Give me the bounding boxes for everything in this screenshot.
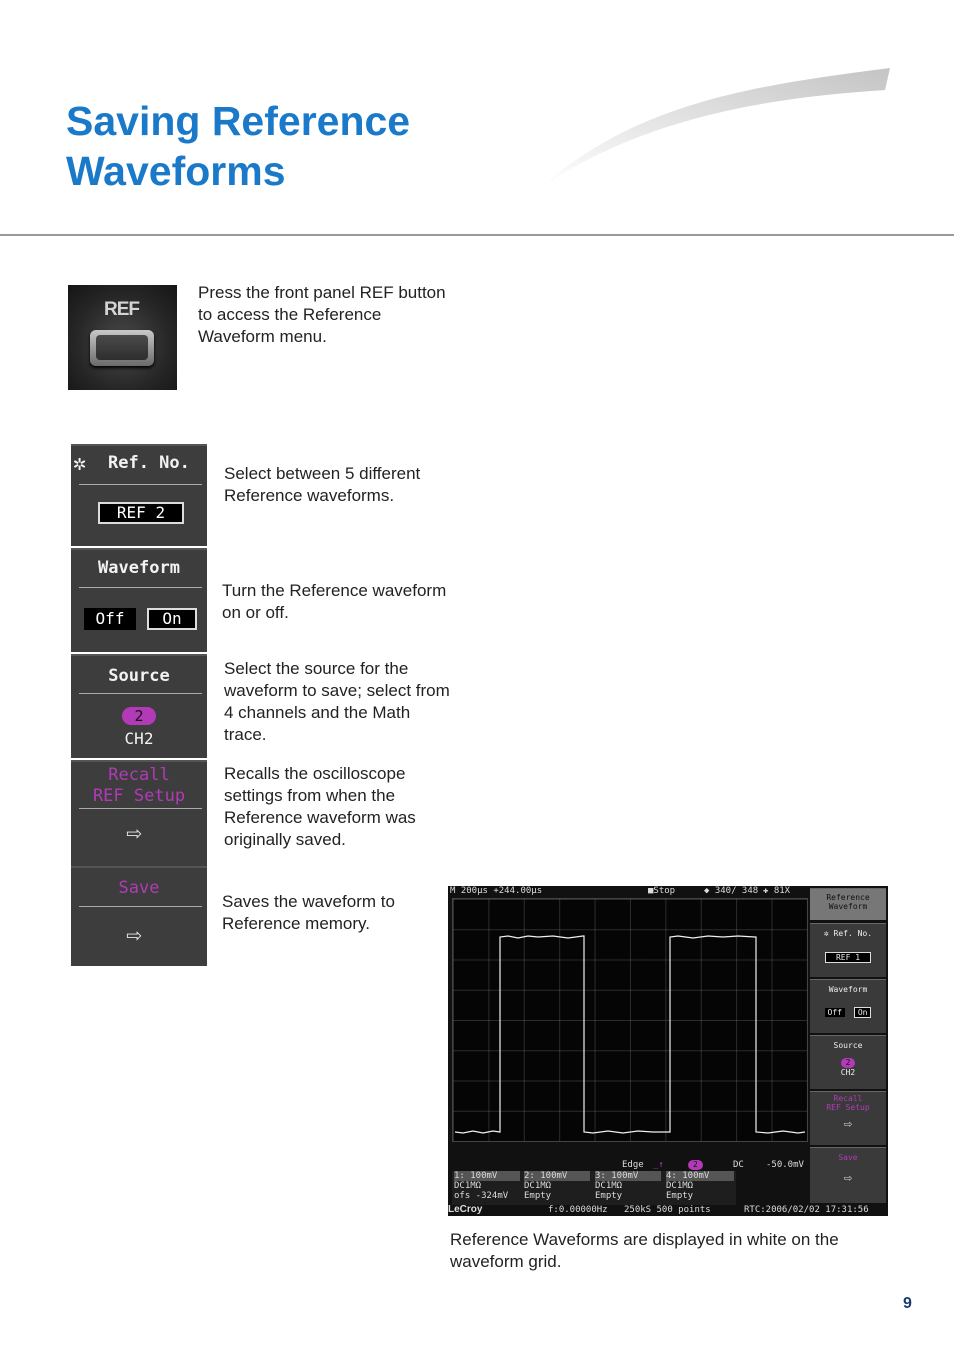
trigger-level: -50.0mV xyxy=(766,1160,804,1170)
trigger-source xyxy=(688,1160,703,1170)
trigger-edge-icon: _↑ xyxy=(653,1160,664,1170)
menu-ref-no[interactable] xyxy=(71,444,207,546)
side-source-badge: 2 xyxy=(841,1058,856,1068)
gear-icon: ✲ xyxy=(73,451,87,476)
arrow-right-icon: ⇨ xyxy=(843,1116,853,1132)
zoom-text: 81X xyxy=(773,886,791,896)
waveform-grid xyxy=(452,898,808,1142)
side-header-line-1: Reference xyxy=(826,893,870,902)
side-ref-no xyxy=(810,923,886,977)
page-title xyxy=(66,96,410,196)
header-divider xyxy=(0,234,954,236)
timebase-readout: M 200µs +244.00µs xyxy=(450,886,543,896)
ch2-head: 2: 100mV xyxy=(524,1171,590,1181)
brand-logo: LeCroy xyxy=(448,1204,483,1215)
frequency-readout: f:0.00000Hz xyxy=(548,1205,608,1215)
sample-readout: 250kS 500 points xyxy=(624,1205,711,1215)
source-description: Select the source for the waveform to save; select from 4 channels and the Math trace. xyxy=(224,659,450,744)
source-value: CH2 xyxy=(124,729,154,748)
side-recall-line-1: Recall xyxy=(833,1094,863,1103)
ref-no-value: REF 2 xyxy=(98,502,184,524)
divider xyxy=(79,808,202,809)
side-off: Off xyxy=(825,1008,845,1017)
side-source-title: Source xyxy=(833,1041,863,1050)
ref-no-description: Select between 5 different Reference waveforms. xyxy=(224,464,421,505)
ch2-coupling: DC1MΩ xyxy=(524,1181,552,1191)
ch4-state: Empty xyxy=(666,1191,694,1201)
side-header-line-2: Waveform xyxy=(828,902,868,911)
side-recall-line-2: REF Setup xyxy=(826,1103,870,1112)
ch4-coupling: DC1MΩ xyxy=(666,1181,694,1191)
acq-status: ■Stop xyxy=(648,886,676,896)
side-ref-title: ✲ Ref. No. xyxy=(823,929,873,938)
ref-button xyxy=(90,330,154,366)
acq-count-text: 340/ 348 xyxy=(714,886,759,896)
waveform-on[interactable]: On xyxy=(147,608,197,630)
divider xyxy=(79,906,202,907)
arrow-right-icon: ⇨ xyxy=(126,920,142,950)
ch1-head: 1: 100mV xyxy=(454,1171,520,1181)
side-waveform-toggle xyxy=(810,1008,886,1017)
acq-count: ◆ 340/ 348 xyxy=(704,886,759,896)
divider xyxy=(79,484,202,485)
recall-line-1: Recall xyxy=(108,765,170,785)
ch2-state: Empty xyxy=(524,1191,552,1201)
waveform-description: Turn the Reference waveform on or off. xyxy=(222,581,447,622)
side-menu-header xyxy=(810,888,886,920)
source-title: Source xyxy=(108,666,170,686)
ch3-state: Empty xyxy=(595,1191,623,1201)
save-description: Saves the waveform to Reference memory. xyxy=(222,892,395,933)
ref-button-description: Press the front panel REF button to access the Reference Waveform menu. xyxy=(198,283,446,346)
side-ref-value: REF 1 xyxy=(825,952,871,963)
waveform-title: Waveform xyxy=(98,558,180,578)
side-source-value: CH2 xyxy=(840,1068,856,1077)
menu-waveform[interactable] xyxy=(71,548,207,652)
acq-status-text: Stop xyxy=(653,886,676,896)
side-recall xyxy=(810,1091,886,1145)
title-line-2: Waveforms xyxy=(66,148,286,194)
ref-button-photo xyxy=(68,285,177,390)
rtc-readout: RTC:2006/02/02 17:31:56 xyxy=(744,1205,869,1215)
side-save-label: Save xyxy=(838,1153,858,1162)
screenshot-caption: Reference Waveforms are displayed in white on the waveform grid. xyxy=(450,1230,839,1271)
trigger-badge: 2 xyxy=(688,1160,703,1170)
divider xyxy=(79,587,202,588)
arrow-right-icon: ⇨ xyxy=(126,818,142,848)
menu-source[interactable] xyxy=(71,654,207,758)
side-save xyxy=(810,1147,886,1203)
channel-table xyxy=(452,1171,736,1205)
page-number: 9 xyxy=(903,1295,912,1312)
save-title: Save xyxy=(118,878,160,898)
oscilloscope-screenshot xyxy=(448,886,888,1216)
divider xyxy=(79,693,202,694)
title-line-1: Saving Reference xyxy=(66,98,411,144)
reference-waveform xyxy=(453,899,807,1141)
ch3-head: 3: 100mV xyxy=(595,1171,661,1181)
side-ref-title-text: Ref. No. xyxy=(833,929,873,938)
ch3-coupling: DC1MΩ xyxy=(595,1181,623,1191)
ref-button-label: REF xyxy=(104,299,139,320)
recall-description: Recalls the oscilloscope settings from when the Reference waveform was originally saved. xyxy=(224,764,416,849)
trigger-type: Edge xyxy=(622,1160,644,1170)
source-badge: 2 xyxy=(122,707,155,725)
menu-save[interactable] xyxy=(71,866,207,966)
menu-recall-ref-setup[interactable] xyxy=(71,760,207,866)
arrow-right-icon: ⇨ xyxy=(843,1170,853,1186)
ch1-offset: ofs -324mV xyxy=(454,1191,509,1201)
side-waveform-title: Waveform xyxy=(828,985,868,994)
recall-line-2: REF Setup xyxy=(92,786,186,806)
ch1-coupling: DC1MΩ xyxy=(454,1181,482,1191)
decorative-swoosh xyxy=(530,60,900,200)
waveform-off[interactable]: Off xyxy=(84,608,136,630)
trigger-coupling: DC xyxy=(733,1160,744,1170)
ch4-head: 4: 100mV xyxy=(666,1171,734,1181)
side-on: On xyxy=(854,1007,872,1018)
side-waveform xyxy=(810,979,886,1033)
ref-no-title: Ref. No. xyxy=(108,453,190,473)
side-source xyxy=(810,1035,886,1089)
zoom-readout: ✚ 81X xyxy=(763,886,791,896)
